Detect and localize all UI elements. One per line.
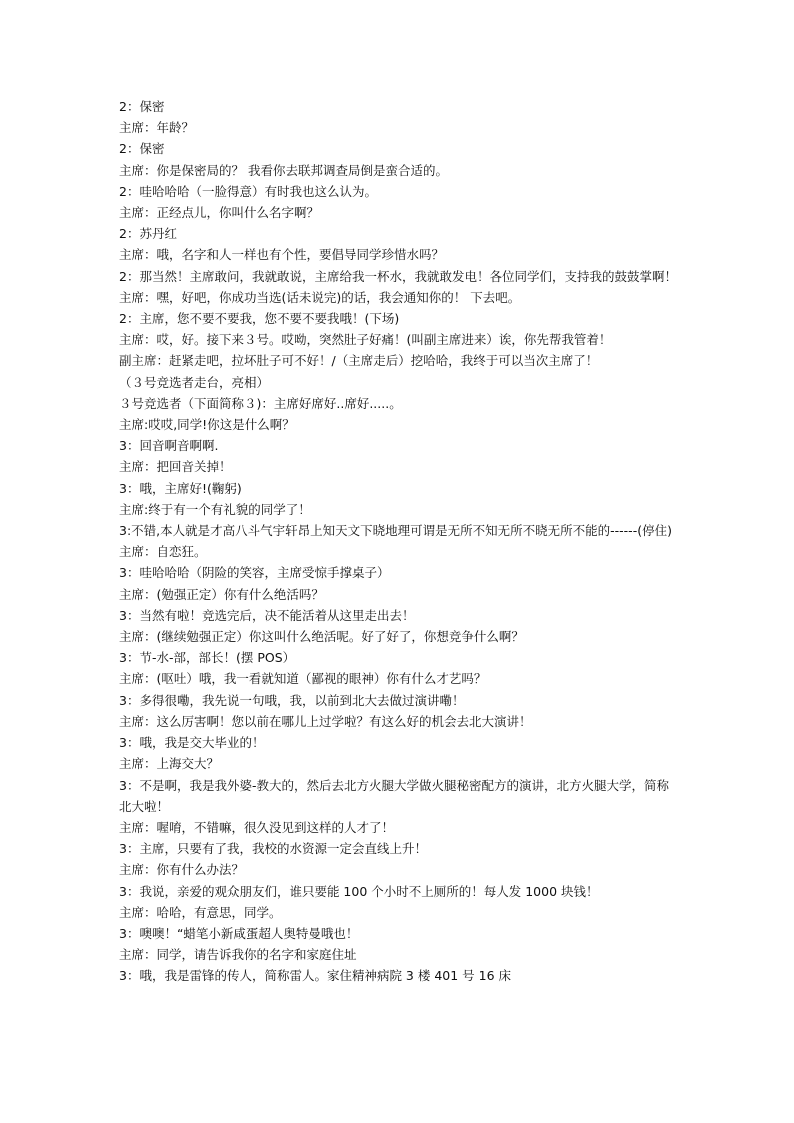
dialogue-line: 3：我说，亲爱的观众朋友们，谁只要能 100 个小时不上厕所的！每人发 1000 块钱！ (119, 883, 599, 899)
dialogue-line: 主席：把回音关掉！ (119, 459, 232, 475)
dialogue-line: 2：保密 (119, 99, 165, 114)
dialogue-line: 主席：哎，好。接下来３号。哎呦，突然肚子好痛！(叫副主席进来）诶，你先帮我管着！ (119, 332, 612, 348)
dialogue-line: 3:不错,本人就是才高八斗气宇轩昂上知天文下晓地理可谓是无所不知无所不晓无所不能的------(停住) (119, 523, 672, 539)
dialogue-line: 主席：哈哈，有意思，同学。 (119, 904, 282, 920)
dialogue-line: 主席：嘿，好吧，你成功当选(话未说完)的话，我会通知你的！ 下去吧。 (119, 289, 521, 305)
dialogue-line: 主席：你是保密局的？ 我看你去联邦调查局倒是蛮合适的。 (119, 162, 448, 178)
dialogue-line: 3：哇哈哈哈（阴险的笑容，主席受惊手撑桌子） (119, 565, 390, 581)
dialogue-line: 主席：自恋狂。 (119, 544, 207, 560)
dialogue-line: 主席：哦，名字和人一样也有个性，要倡导同学珍惜水吗？ (119, 247, 445, 263)
dialogue-line: 主席:终于有一个有礼貌的同学了！ (119, 501, 311, 517)
dialogue-line: ３号竞选者（下面简称３)：主席好席好..席好.....。 (119, 395, 402, 411)
dialogue-line: 3：节-水-部，部长！(摆 POS） (119, 650, 296, 666)
dialogue-line: 3：哦，主席好!(鞠躬) (119, 480, 242, 496)
dialogue-line: 3：多得很嘞，我先说一句哦，我，以前到北大去做过演讲嘞！ (119, 692, 465, 708)
dialogue-line: 2：保密 (119, 141, 165, 157)
dialogue-line: 2：那当然！主席敢问，我就敢说，主席给我一杯水，我就敢发电！各位同学们，支持我的鼓鼓掌啊！ (119, 268, 677, 284)
dialogue-line: 主席：这么厉害啊！您以前在哪儿上过学啦？有这么好的机会去北大演讲！ (119, 713, 532, 729)
dialogue-line: 3：哦，我是雷锋的传人，简称雷人。家住精神病院 3 楼 401 号 16 床 (119, 968, 512, 984)
dialogue-line: 主席：正经点儿，你叫什么名字啊？ (119, 205, 320, 221)
dialogue-line: 主席：(继续勉强正定）你这叫什么绝活呢。好了好了，你想竞争什么啊？ (119, 629, 524, 645)
dialogue-line: 3：哦，我是交大毕业的！ (119, 735, 265, 751)
dialogue-line: 主席:哎哎,同学!你这是什么啊？ (119, 417, 295, 433)
dialogue-line: 主席：年龄？ (119, 120, 195, 136)
dialogue-line: 3：主席，只要有了我，我校的水资源一定会直线上升！ (119, 841, 427, 857)
dialogue-line: 主席：(呕吐）哦，我一看就知道（鄙视的眼神）你有什么才艺吗？ (119, 671, 487, 687)
stage-direction: （３号竞选者走台，亮相） (119, 374, 270, 390)
dialogue-line: 2：主席，您不要不要我，您不要不要我哦！(下场) (119, 311, 400, 327)
dialogue-line: 主席：你有什么办法？ (119, 862, 245, 878)
dialogue-line: 副主席：赶紧走吧，拉坏肚子可不好！/（主席走后）挖哈哈，我终于可以当次主席了！ (119, 353, 599, 369)
dialogue-script (119, 96, 679, 987)
dialogue-line: 主席：上海交大？ (119, 756, 220, 772)
dialogue-line: 2：苏丹红 (119, 226, 177, 242)
dialogue-line: 主席：(勉强正定）你有什么绝活吗？ (119, 586, 324, 602)
dialogue-line: 3：当然有啦！竞选完后，决不能活着从这里走出去！ (119, 607, 415, 623)
dialogue-line: 3：回音啊音啊啊. (119, 438, 219, 454)
dialogue-line: 主席：同学，请告诉我你的名字和家庭住址 (119, 947, 357, 963)
dialogue-line: 2：哇哈哈哈（一脸得意）有时我也这么认为。 (119, 183, 377, 199)
dialogue-line: 3：不是啊，我是我外婆-教大的，然后去北方火腿大学做火腿秘密配方的演讲，北方火腿大学，简称北大啦！ (119, 777, 669, 814)
dialogue-line: 主席：喔唷，不错嘛，很久没见到这样的人才了！ (119, 819, 395, 835)
dialogue-line: 3：噢噢！“蜡笔小新咸蛋超人奥特曼哦也！ (119, 925, 359, 941)
